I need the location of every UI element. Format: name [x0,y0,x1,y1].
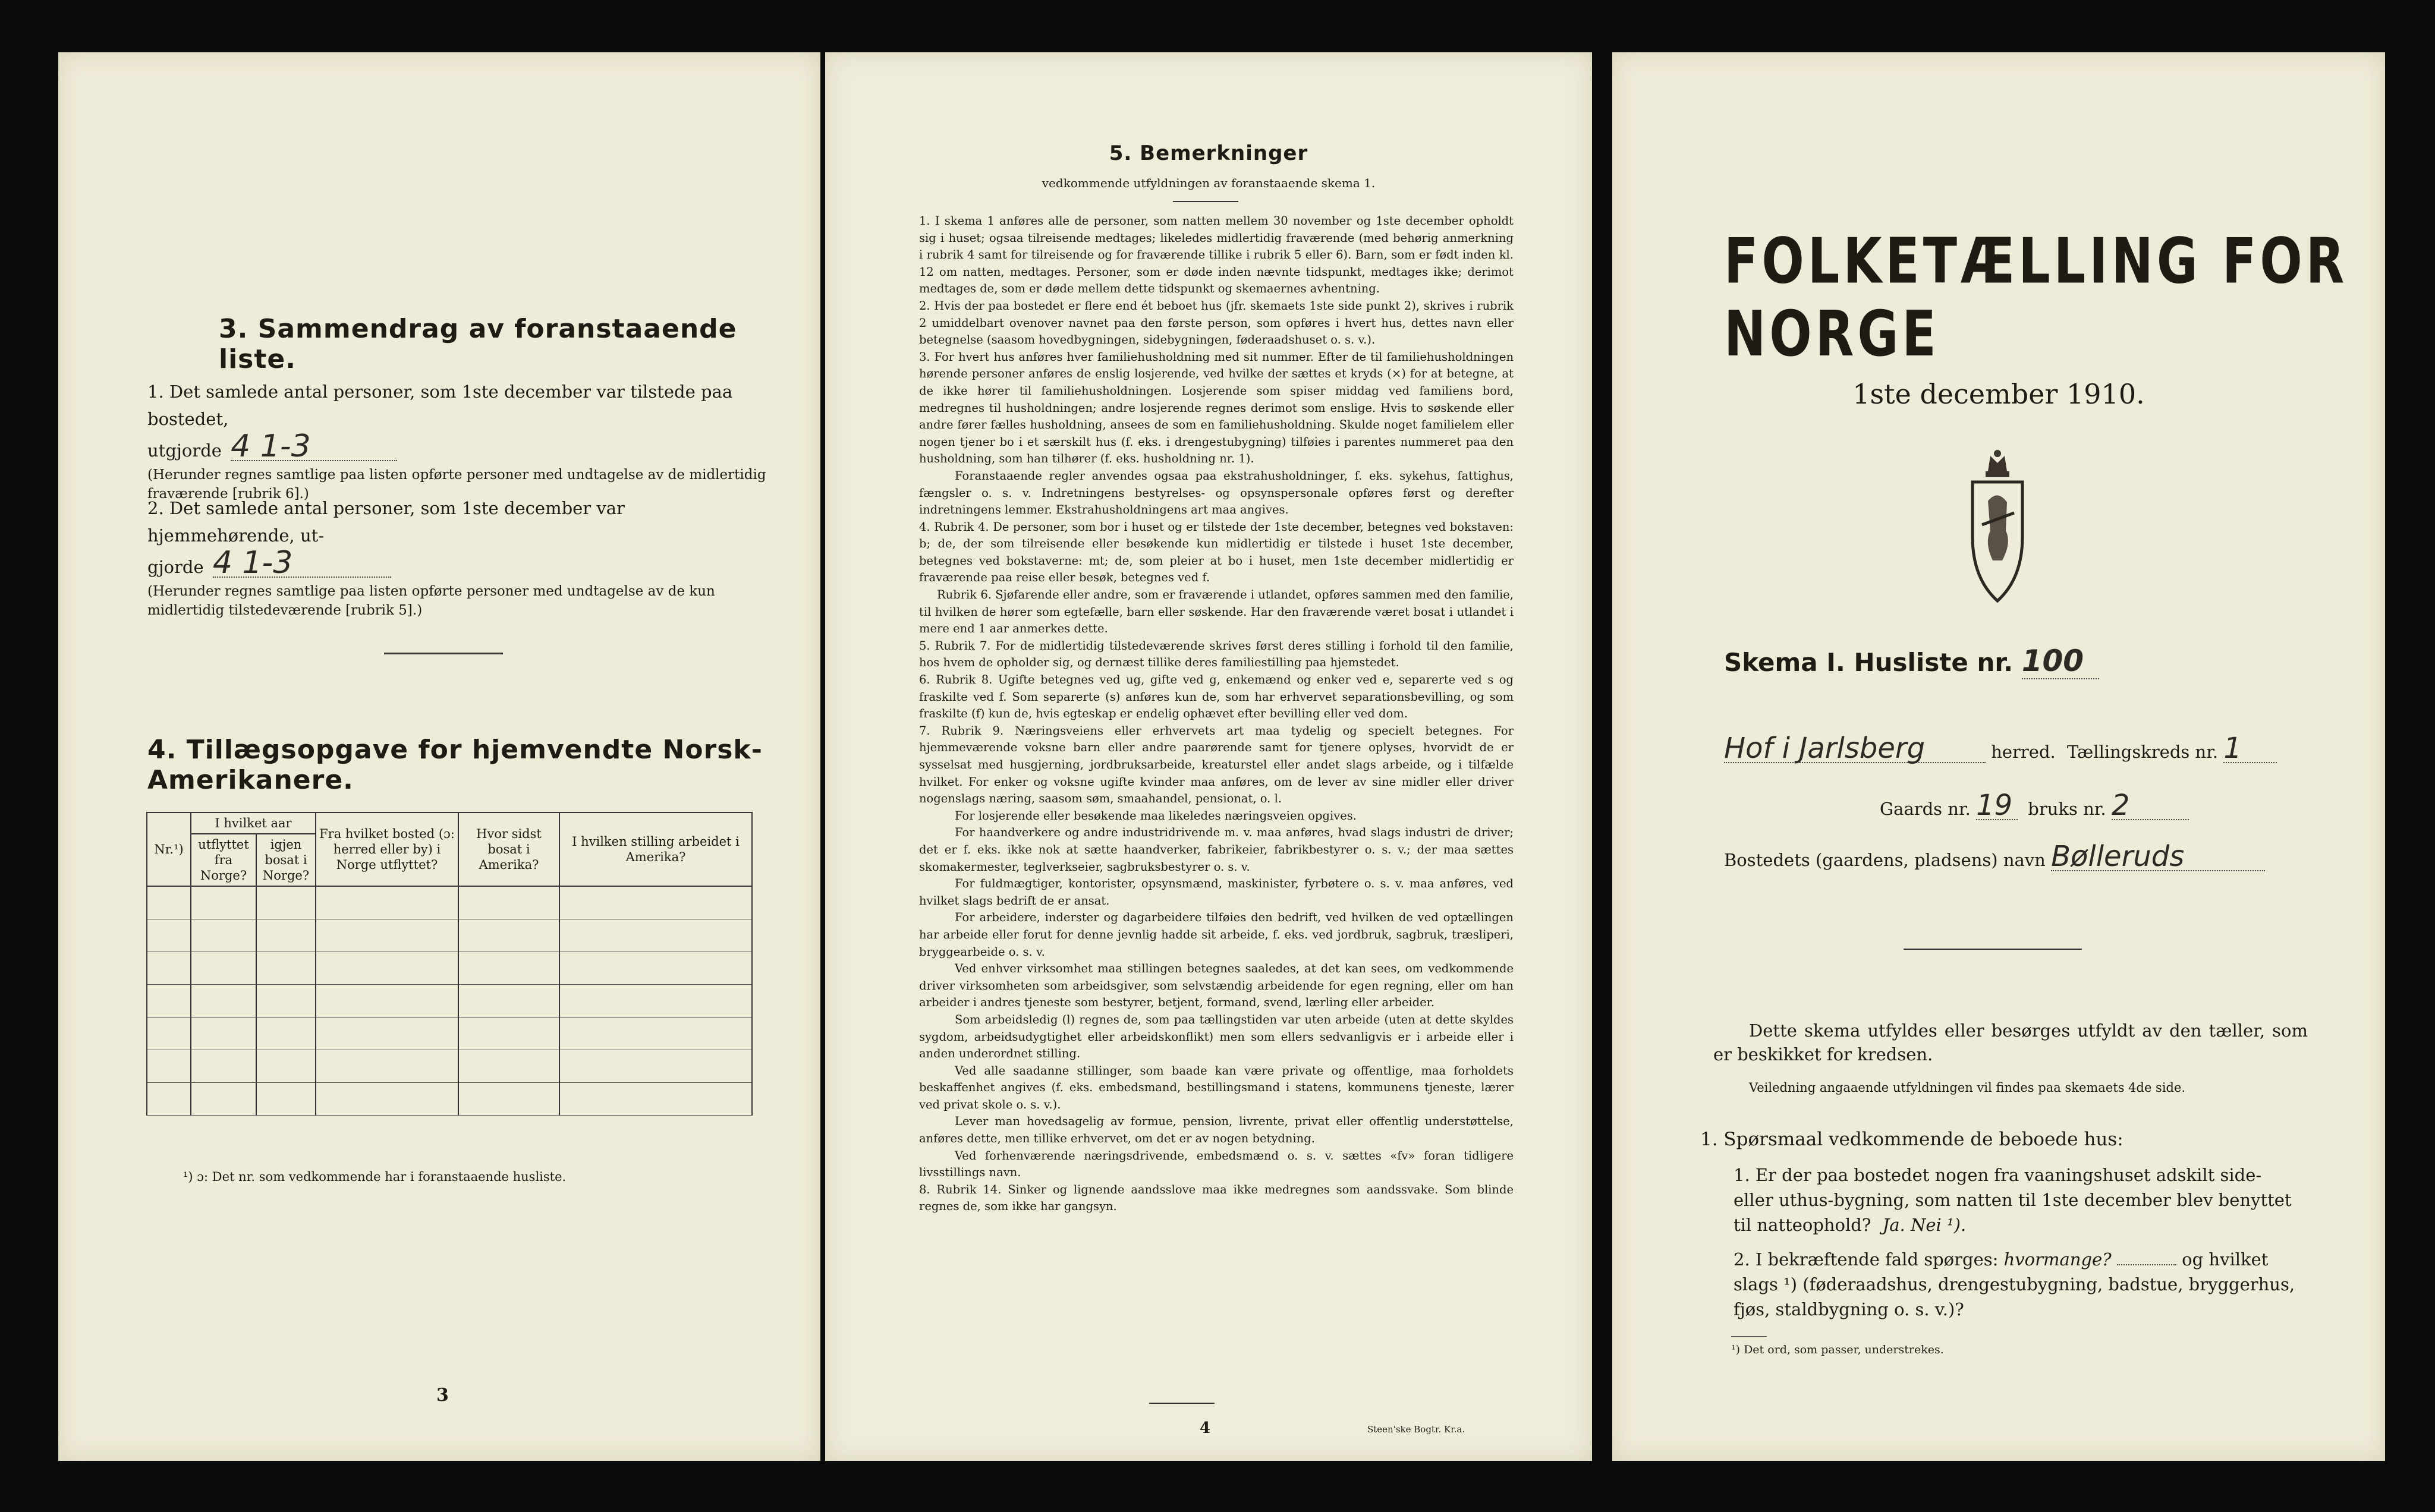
section3-item2: 2. Det samlede antal personer, som 1ste december var hjemmehørende, ut- gjorde 4 1-3 (Herunder regnes samtlige paa listen opførte personer med undtagelse av de kun midlertidig tilstedeværende [rubrik 5].) [147,494,772,620]
skema-line: Skema I. Husliste nr. 100 [1724,644,2099,679]
right-page [1612,52,2385,1461]
remark-7i: Lever man hovedsagelig av formue, pension, livrente, privat eller offentlig understøttelse, anføres dette, men tillike erhvervet, om det er av nogen betydning. [919,1114,1514,1146]
bosted-line: Bostedets (gaardens, pladsens) navn Bølleruds [1724,843,2354,874]
col-igjen: igjen bosat i Norge? [256,834,316,886]
remark-7c: For haandverkere og andre industridrivende m. v. maa anføres, hvad slags industri de driver; det er f. eks. ikke nok at sætte haandverker, fabrikeier, fabrikbestyrer o. s. v.; der maa sættes skomakermester, teglverkseier, sagbruksbestyrer o. s. v. [919,826,1514,874]
bemerkninger-subtitle: vedkommende utfyldningen av foranstaaende skema 1. [1042,176,1376,190]
remark-3: 3. For hvert hus anføres hver familiehusholdning med sit nummer. Efter de til familiehusholdningen hørende personer anføres de enslig losjerende, ved hvilke der sættes et kryds (×) for at betegne, at de ikke hører til familiehusholdningen. Losjerende som spiser middag ved familiens bord, medregnes til husholdningen; andre losjerende regnes derimot som enslige. Hvis to søskende eller andre fører fælles husholdning, ansees de som en familiehusholdning. Skulde noget familielem eller nogen tjener bo i et særskilt hus (f. eks. i drengestubygning) tilføies i parentes nummeret paa den husholdning, som han tilhører (f. eks. husholdning nr. 1). [919,349,1514,466]
census-title: FOLKETÆLLING FOR NORGE [1724,225,2348,370]
table-row [147,952,752,985]
remark-5: 5. Rubrik 7. For de midlertidig tilstedeværende skrives først deres stilling i forhold til den familie, hos hvem de opholder sig, og dernæst tillike deres familiestilling paa hjemstedet. [919,638,1514,670]
remark-3b: Foranstaaende regler anvendes ogsaa paa ekstrahusholdninger, f. eks. sykehus, fattighus, fængsler o. s. v. Indretningens bestyrelses- og opsynspersonale opføres først og derefter indretningens lemmer. Ekstrahusholdningens art maa angives. [919,468,1514,517]
remark-7: 7. Rubrik 9. Næringsveiens eller erhvervets art maa tydelig og specielt betegnes. For hjemmeværende voksne barn eller andre paarørende samt for tjenere oplyses, hvorvidt de er sysselsat med husgjerning, jordbruksarbeide, kreaturstel eller andet slags arbeide, og i tilfælde hvilket. For enker og voksne ugifte kvinder maa anføres, om de lever av sine midler eller driver nogenslags næring, saasom søm, smaahandel, pensionat, o. l. [919,723,1514,806]
section3-title: 3. Sammendrag av foranstaaende liste. [219,314,737,374]
col-hvor: Hvor sidst bosat i Amerika? [458,812,559,886]
middle-page [825,52,1592,1461]
col-stilling: I hvilken stilling arbeidet i Amerika? [559,812,752,886]
husliste-number: 100 [2022,644,2099,679]
remark-4b: Rubrik 6. Sjøfarende eller andre, som er fraværende i utlandet, opføres sammen med den familie, til hvilken de hører som egtefælle, barn eller søskende. Har den fraværende været bosat i utlandet i mere end 1 aar anmerkes dette. [919,588,1514,636]
remark-6: 6. Rubrik 8. Ugifte betegnes ved ug, gifte ved g, enkemænd og enker ved e, separerte ved s og fraskilte ved f. Som separerte (s) anføres kun de, som har erhvervet separationsbevilling, og som fraskilte (f) kun de, hvis egteskap er endelig ophævet efter bevilling eller ved dom. [919,673,1514,721]
item2-handwritten-value: 4 1-3 [213,549,391,578]
footnote-rule [1731,1336,1767,1337]
title-rule [1173,201,1238,202]
remark-7h: Ved alle saadanne stillinger, som baade kan være private og offentlige, maa forholdets beskaffenhet angives (f. eks. embedsmand, bestillingsmand i statens, kommunens tjeneste, lærer ved privat skole o. s. v.). [919,1063,1514,1111]
remark-7g: Som arbeidsledig (l) regnes de, som paa tællingstiden var uten arbeide (uten at dette skyldes sygdom, arbeidsudygtighet eller arbeidskonflikt) men som ellers sedvanligvis er i arbeide eller i anden underordnet stilling. [919,1012,1514,1061]
remark-7b: For losjerende eller besøkende maa likeledes næringsveien opgives. [955,808,1357,823]
remark-4: 4. Rubrik 4. De personer, som bor i huset og er tilstede der 1ste december, betegnes ved bokstaven: b; de, der som tilreisende eller besøkende kun midlertidig er tilstede i huset 1ste december, betegnes ved bokstaverne: mt; de, som pleier at bo i huset, men 1ste december midlertidig er fraværende paa reise eller besøk, betegnes ved f. [919,519,1514,585]
item1-note: (Herunder regnes samtlige paa listen opførte personer med undtagelse av de midlertidig fraværende [rubrik 6].) [147,467,766,502]
table-row [147,985,752,1018]
right-footnote: ¹) Det ord, som passer, understrekes. [1731,1343,1944,1356]
remark-7j: Ved forhenværende næringsdrivende, embedsmænd o. s. v. sættes «fv» foran tidligere livsstillings navn. [919,1148,1514,1180]
herred-line: Hof i Jarlsberg herred. Tællingskreds nr. 1 [1724,735,2354,766]
table-row [147,1083,752,1116]
q1-answer-options: Ja. Nei ¹). [1882,1215,1967,1235]
table-row [147,919,752,952]
herred-value: Hof i Jarlsberg [1724,735,1986,763]
item2-note: (Herunder regnes samtlige paa listen opførte personer med undtagelse av de kun midlertidig tilstedeværende [rubrik 5].) [147,584,715,618]
table-row [147,886,752,919]
divider [384,653,503,654]
remark-7f: Ved enhver virksomhet maa stillingen betegnes saaledes, at det kan sees, om vedkommende driver virksomheten som arbeidsgiver, som selvstændig arbeidende for egen regning, eller om han arbeider i andres tjeneste som bestyrer, betjent, formand, svend, lærling eller arbeider. [919,962,1514,1010]
remark-8: 8. Rubrik 14. Sinker og lignende aandsslove maa ikke medregnes som aandssvake. Som blinde regnes de, som ikke har gangsyn. [919,1182,1514,1214]
census-date: 1ste december 1910. [1852,378,2145,410]
remark-2: 2. Hvis der paa bostedet er flere end ét beboet hus (jfr. skemaets 1ste side punkt 2), skrives i rubrik 2 umiddelbart ovenover navnet paa den første person, som opføres i hvert hus, dettes navn eller betegnelse (saasom hovedbygningen, sidebygningen, føderaadshuset o. s. v.). [919,298,1514,347]
coat-of-arms-icon [1964,448,2031,608]
bemerkninger-title: 5. Bemerkninger [1109,141,1308,165]
bottom-rule [1149,1403,1215,1404]
remark-7e: For arbeidere, inderster og dagarbeidere tilføies den bedrift, ved hvilken de ved optællingen har arbeide eller forut for denne jevnlig hadde sit arbeide, f. eks. ved jordbruk, sagbruk, træsliperi, bryggearbeide o. s. v. [919,911,1514,959]
page-number-4: 4 [1200,1419,1211,1437]
page-number-3: 3 [436,1385,449,1406]
kreds-value: 1 [2223,735,2277,763]
gaards-line: Gaards nr. 19 bruks nr. 2 [1880,792,2189,823]
col-fra: Fra hvilket bosted (ɔ: herred eller by) i Norge utflyttet? [316,812,458,886]
questions-heading: 1. Spørsmaal vedkommende de beboede hus: [1700,1129,2123,1150]
table-row [147,1050,752,1083]
bruks-value: 2 [2112,792,2189,820]
printer-mark: Steen'ske Bogtr. Kr.a. [1367,1424,1465,1435]
norsk-amerikanere-table [146,812,753,1116]
col-nr: Nr.¹) [147,812,191,886]
remark-1: 1. I skema 1 anføres alle de personer, som natten mellem 30 november og 1ste december opholdt sig i huset; ogsaa tilreisende medtages; likeledes midlertidig fraværende (med behørig anmerkning i rubrik 4 samt for tilreisende og for fraværende tillike i rubrik 5 eller 6). Barn, som er født inden kl. 12 om natten, medtages. Personer, som er døde inden nævnte tidspunkt, medtages ikke; derimot medtages de, som er døde mellem dette tidspunkt og skemaernes avhentning. [919,214,1514,296]
item1-handwritten-value: 4 1-3 [231,433,397,461]
question-1: 1. Er der paa bostedet nogen fra vaaningshuset adskilt side- eller uthus-bygning, som natten til 1ste december blev benyttet til natteophold? Ja. Nei ¹). [1734,1165,2292,1235]
gaards-value: 19 [1976,792,2018,820]
col-utflyttet: utflyttet fra Norge? [191,834,256,886]
left-page [58,52,820,1461]
instruction-text: Dette skema utfyldes eller besørges utfyldt av den tæller, som er beskikket for kredsen. [1713,1020,2308,1064]
instruction-small: Veiledning angaaende utfyldningen vil findes paa skemaets 4de side. [1749,1081,2186,1095]
remark-7d: For fuldmægtiger, kontorister, opsynsmænd, maskinister, fyrbøtere o. s. v. maa anføres, ved hvilket slags bedrift de er ansat. [919,877,1514,908]
bemerkninger-list [919,213,1514,1215]
bosted-value: Bølleruds [2051,843,2265,871]
table-row [147,1018,752,1050]
col-aar: I hvilket aar [191,812,316,834]
section4-footnote: ¹) ɔ: Det nr. som vedkommende har i foranstaaende husliste. [183,1170,567,1184]
ornament-rule [1904,949,2082,950]
section3-item1: 1. Det samlede antal personer, som 1ste december var tilstede paa bostedet, utgjorde 4 1-3 (Herunder regnes samtlige paa listen opførte personer med undtagelse av de midlertidig fraværende [rubrik 6].) [147,378,772,503]
section4-title: 4. Tillægsopgave for hjemvendte Norsk-Amerikanere. [147,735,763,795]
question-2: 2. I bekræftende fald spørges: hvormange? og hvilket slags ¹) (føderaadshus, drengestubygning, badstue, bryggerhus, fjøs, staldbygning o. s. v.)? [1734,1249,2295,1319]
